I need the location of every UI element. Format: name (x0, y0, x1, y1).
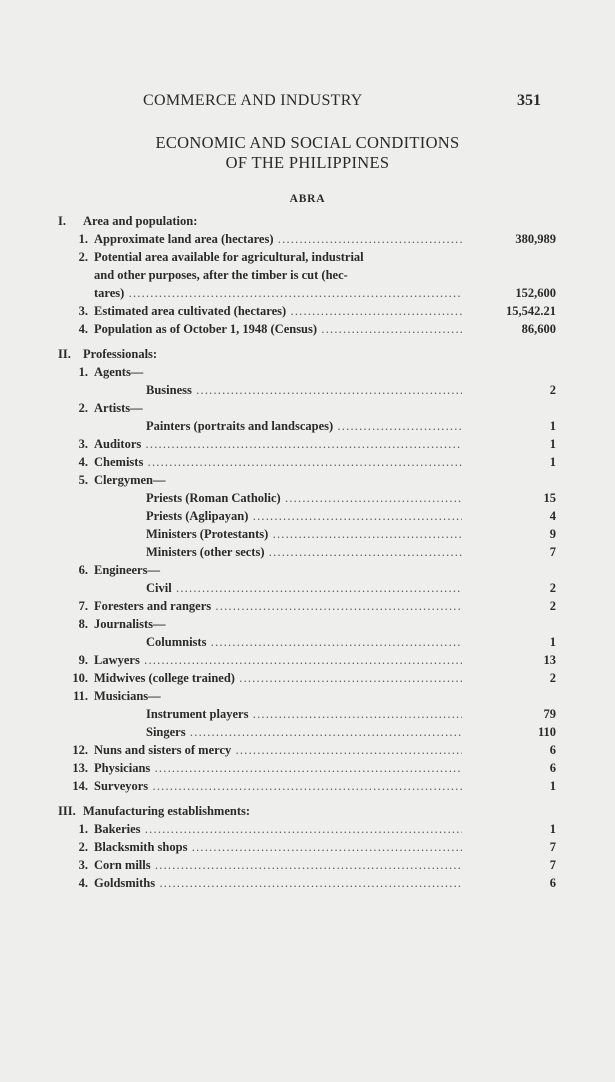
item-number: 14. (72, 779, 88, 793)
item-value: 86,600 (521, 322, 556, 336)
item-number: 3. (78, 437, 88, 451)
item-number: 4. (78, 455, 88, 469)
item-number: 2. (78, 250, 88, 264)
section-number: II. (58, 347, 71, 361)
item-label: Ministers (Protestants) ..... (94, 525, 462, 543)
item-value: 15 (543, 491, 556, 505)
item-label: Potential area available for agricultural, industrial (94, 250, 364, 264)
item-value: 13 (543, 653, 556, 667)
item-number: 1. (78, 822, 88, 836)
item-value: 380,989 (515, 232, 556, 246)
item-label: Painters (portraits and landscapes) ..... (94, 417, 462, 435)
item-label: Singers ..... (94, 723, 462, 741)
item-number: 11. (73, 689, 88, 703)
item-value: 152,600 (515, 286, 556, 300)
item-label: Civil ..... (94, 579, 462, 597)
item-label: Journalists— (94, 617, 166, 631)
list-item-continued (58, 266, 556, 284)
item-number: 2. (78, 401, 88, 415)
list-item (58, 435, 556, 453)
item-value: 15,542.21 (506, 304, 556, 318)
statistics-list (58, 212, 556, 892)
item-value: 2 (549, 581, 556, 595)
list-subitem (58, 633, 556, 651)
item-value: 110 (537, 725, 556, 739)
item-number: 13. (72, 761, 88, 775)
item-number: 10. (72, 671, 88, 685)
list-item (58, 669, 556, 687)
item-value: 7 (549, 545, 556, 559)
item-label: tares) ..... (94, 284, 462, 302)
item-value: 1 (549, 822, 556, 836)
running-title: COMMERCE AND INDUSTRY (143, 92, 363, 109)
item-label: Corn mills ..... (94, 856, 462, 874)
item-label: Musicians— (94, 689, 161, 703)
list-item (58, 874, 556, 892)
item-value: 7 (549, 858, 556, 872)
item-label: Estimated area cultivated (hectares) ..... (94, 302, 462, 320)
section-heading (58, 212, 556, 230)
list-item (58, 399, 556, 417)
item-label: Lawyers ..... (94, 651, 462, 669)
list-item (58, 471, 556, 489)
list-item (58, 230, 556, 248)
item-label: Population as of October 1, 1948 (Census) ..... (94, 320, 462, 338)
list-item (58, 759, 556, 777)
item-number: 4. (78, 876, 88, 890)
item-number: 9. (78, 653, 88, 667)
item-number: 5. (78, 473, 88, 487)
section-number: I. (58, 214, 66, 228)
section-number: III. (58, 804, 76, 818)
item-number: 6. (78, 563, 88, 577)
list-item (58, 302, 556, 320)
item-label: Artists— (94, 401, 143, 415)
item-label: Columnists ..... (94, 633, 462, 651)
title-line-1: ECONOMIC AND SOCIAL CONDITIONS (155, 133, 460, 152)
title-line-2: OF THE PHILIPPINES (225, 153, 390, 172)
item-value: 9 (549, 527, 556, 541)
item-number: 8. (78, 617, 88, 631)
item-label: Approximate land area (hectares) ..... (94, 230, 462, 248)
item-value: 1 (549, 455, 556, 469)
item-label: Bakeries ..... (94, 820, 462, 838)
item-value: 6 (549, 743, 556, 757)
section-heading (58, 345, 556, 363)
item-number: 4. (78, 322, 88, 336)
list-item (58, 687, 556, 705)
item-value: 2 (549, 599, 556, 613)
list-item (58, 777, 556, 795)
item-label: Surveyors ..... (94, 777, 462, 795)
item-number: 2. (78, 840, 88, 854)
item-value: 1 (549, 419, 556, 433)
item-label: Agents— (94, 365, 144, 379)
item-value: 2 (549, 383, 556, 397)
item-label: Priests (Roman Catholic) ..... (94, 489, 462, 507)
item-number: 1. (78, 365, 88, 379)
list-item (58, 320, 556, 338)
list-item (58, 615, 556, 633)
section-title: Manufacturing establishments: (83, 804, 251, 818)
list-item-continued (58, 284, 556, 302)
item-label: Ministers (other sects) ..... (94, 543, 462, 561)
list-item (58, 248, 556, 266)
list-subitem (58, 507, 556, 525)
list-item (58, 856, 556, 874)
item-label: Business ..... (94, 381, 462, 399)
professionals-list (58, 363, 556, 795)
item-label: Physicians ..... (94, 759, 462, 777)
list-subitem (58, 579, 556, 597)
list-item (58, 741, 556, 759)
list-item (58, 597, 556, 615)
item-label: Chemists ..... (94, 453, 462, 471)
item-number: 3. (78, 304, 88, 318)
section-heading (58, 802, 556, 820)
running-head (0, 92, 615, 112)
province-heading: ABRA (289, 193, 326, 205)
list-item (58, 651, 556, 669)
item-label: Foresters and rangers ..... (94, 597, 462, 615)
page-number: 351 (517, 92, 541, 109)
list-item (58, 838, 556, 856)
list-item (58, 561, 556, 579)
item-value: 1 (549, 779, 556, 793)
list-subitem (58, 705, 556, 723)
section-title: Area and population: (83, 214, 198, 228)
list-subitem (58, 381, 556, 399)
item-label: Goldsmiths ..... (94, 874, 462, 892)
item-value: 7 (549, 840, 556, 854)
list-subitem (58, 723, 556, 741)
item-value: 1 (549, 635, 556, 649)
item-label: Nuns and sisters of mercy ..... (94, 741, 462, 759)
item-value: 79 (543, 707, 556, 721)
list-item (58, 453, 556, 471)
page-title (0, 133, 615, 173)
list-subitem (58, 525, 556, 543)
item-value: 1 (549, 437, 556, 451)
list-subitem (58, 543, 556, 561)
item-value: 6 (549, 761, 556, 775)
item-label: Blacksmith shops ..... (94, 838, 462, 856)
item-value: 4 (549, 509, 556, 523)
item-value: 6 (549, 876, 556, 890)
list-subitem (58, 489, 556, 507)
section-title: Professionals: (83, 347, 158, 361)
item-label: Priests (Aglipayan) ..... (94, 507, 462, 525)
list-item (58, 363, 556, 381)
item-label: Auditors ..... (94, 435, 462, 453)
item-label: Midwives (college trained) ..... (94, 669, 462, 687)
item-number: 1. (78, 232, 88, 246)
item-number: 7. (78, 599, 88, 613)
manufacturing-list (58, 820, 556, 892)
item-number: 3. (78, 858, 88, 872)
item-label: Engineers— (94, 563, 160, 577)
list-item (58, 820, 556, 838)
item-value: 2 (549, 671, 556, 685)
item-label: Instrument players ..... (94, 705, 462, 723)
item-label: and other purposes, after the timber is cut (hec- (94, 268, 348, 282)
item-number: 12. (72, 743, 88, 757)
item-label: Clergymen— (94, 473, 166, 487)
list-subitem (58, 417, 556, 435)
